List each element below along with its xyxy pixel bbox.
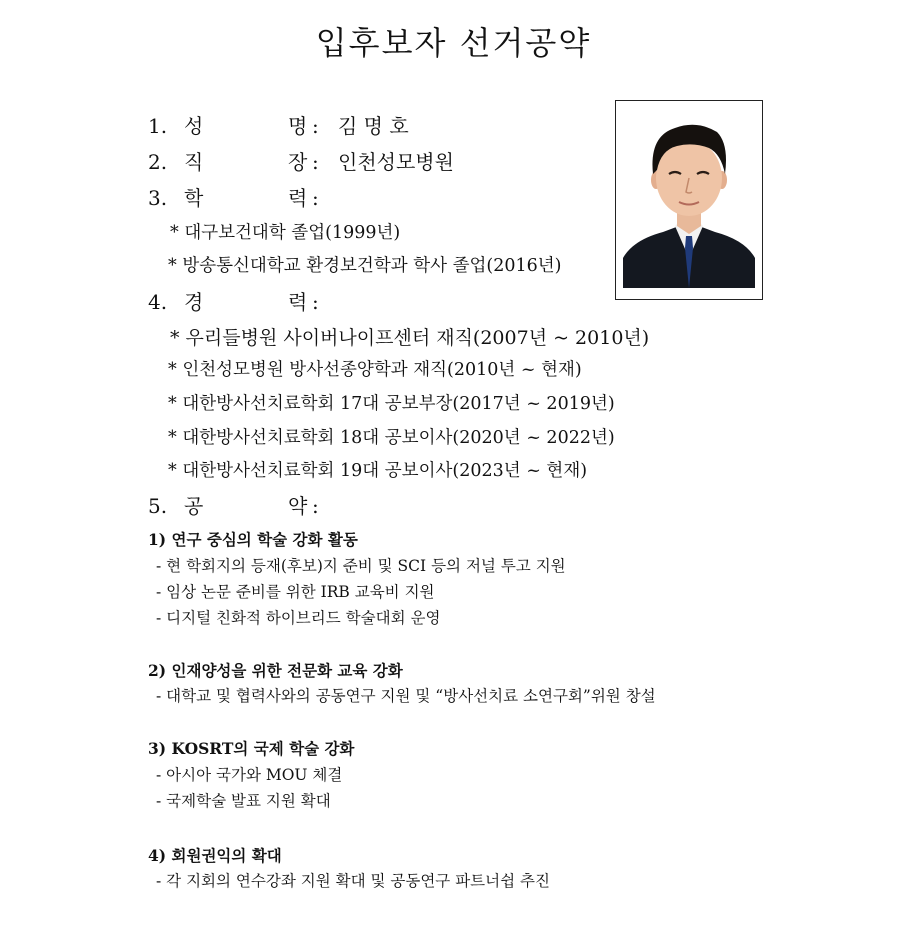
pledge-heading: 3) KOSRT의 국제 학술 강화 xyxy=(148,739,355,758)
pledge-heading: 1) 연구 중심의 학술 강화 활동 xyxy=(148,530,358,549)
label-colon: : xyxy=(312,150,319,174)
label-colon: : xyxy=(312,186,319,210)
career-item: * 우리들병원 사이버나이프센터 재직(2007년 ~ 2010년) xyxy=(170,327,650,349)
career-item: * 대한방사선치료학회 19대 공보이사(2023년 ~ 현재) xyxy=(168,461,588,481)
label-char: 직 xyxy=(184,150,204,174)
profile-career-row xyxy=(148,286,338,315)
section-number: 5. xyxy=(148,494,168,518)
label-char: 성 xyxy=(184,114,204,138)
education-item: * 대구보건대학 졸업(1999년) xyxy=(170,223,401,243)
pledge-heading: 2) 인재양성을 위한 전문화 교육 강화 xyxy=(148,661,403,680)
label-char: 공 xyxy=(184,494,204,518)
label-char: 명 xyxy=(288,114,308,138)
workplace: 인천성모병원 xyxy=(338,150,454,174)
profile-education-row xyxy=(148,182,338,211)
profile-job-row xyxy=(148,146,454,175)
section-number: 4. xyxy=(148,290,168,314)
label-char: 학 xyxy=(184,186,204,210)
candidate-portrait-icon xyxy=(623,108,755,288)
pledge-line: - 대학교 및 협력사와의 공동연구 지원 및 “방사선치료 소연구회”위원 창설 xyxy=(156,687,656,705)
label-colon: : xyxy=(312,494,319,518)
label-char: 력 xyxy=(288,290,308,314)
pledge-heading: 4) 회원권익의 확대 xyxy=(148,846,282,865)
pledge-line: - 각 지회의 연수강좌 지원 확대 및 공동연구 파트너쉽 추진 xyxy=(156,872,550,890)
label-char: 경 xyxy=(184,290,204,314)
candidate-photo xyxy=(615,100,763,300)
pledge-line: - 국제학술 발표 지원 확대 xyxy=(156,792,331,810)
label-colon: : xyxy=(312,290,319,314)
career-item: * 대한방사선치료학회 18대 공보이사(2020년 ~ 2022년) xyxy=(168,428,615,448)
pledge-line: - 아시아 국가와 MOU 체결 xyxy=(156,766,343,784)
section-number: 3. xyxy=(148,186,168,210)
label-char: 력 xyxy=(288,186,308,210)
pledge-line: - 디지털 친화적 하이브리드 학술대회 운영 xyxy=(156,609,441,627)
education-item: * 방송통신대학교 환경보건학과 학사 졸업(2016년) xyxy=(168,256,562,276)
label-char: 장 xyxy=(288,150,308,174)
profile-pledge-row xyxy=(148,490,338,519)
profile-name-row xyxy=(148,110,409,139)
label-char: 약 xyxy=(288,494,308,518)
page-title: 입후보자 선거공약 xyxy=(315,24,592,62)
career-item: * 인천성모병원 방사선종양학과 재직(2010년 ~ 현재) xyxy=(168,360,582,380)
section-number: 1. xyxy=(148,114,168,138)
pledge-line: - 임상 논문 준비를 위한 IRB 교육비 지원 xyxy=(156,583,435,601)
career-item: * 대한방사선치료학회 17대 공보부장(2017년 ~ 2019년) xyxy=(168,394,615,414)
section-number: 2. xyxy=(148,150,168,174)
candidate-name: 김 명 호 xyxy=(338,114,409,138)
pledge-line: - 현 학회지의 등재(후보)지 준비 및 SCI 등의 저널 투고 지원 xyxy=(156,557,566,575)
label-colon: : xyxy=(312,114,319,138)
